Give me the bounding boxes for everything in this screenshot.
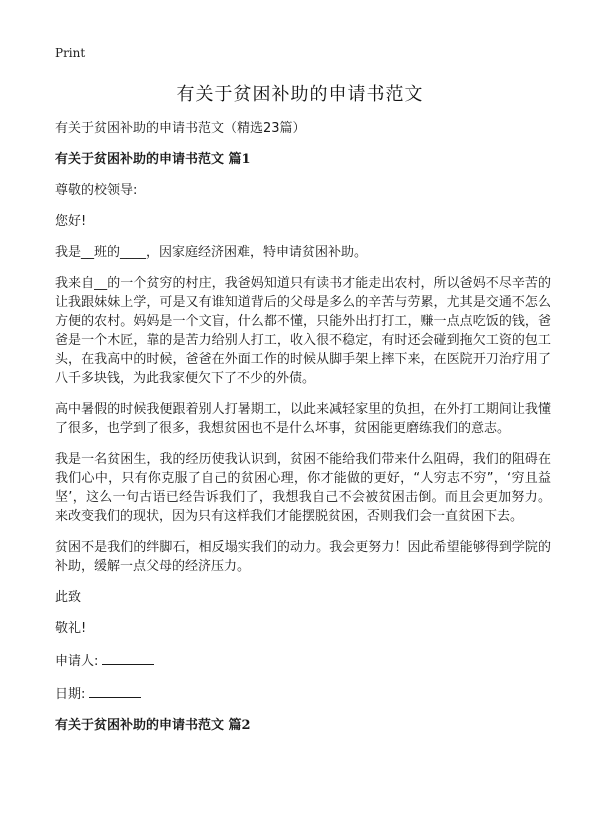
closing-line-1: 此致	[55, 590, 82, 605]
date-label: 日期:	[55, 687, 86, 702]
intro-paragraph: 我是__班的____，因家庭经济困难，特申请贫困补助。	[55, 245, 368, 260]
body-paragraph-2: 高中暑假的时候我便跟着别人打暑期工，以此来减轻家里的负担，在外打工期间让我懂了很多，也学到了很多，我想贫困也不是什么坏事，贫困能更磨练我们的意志。	[55, 402, 551, 436]
applicant-line	[55, 650, 551, 671]
closing-line-2: 敬礼!	[55, 621, 87, 636]
date-blank	[89, 683, 141, 698]
date-line	[55, 683, 551, 704]
section-heading-1: 有关于贫困补助的申请书范文 篇1	[55, 152, 251, 167]
document-subtitle: 有关于贫困补助的申请书范文（精选23篇）	[55, 121, 306, 136]
document-body	[55, 119, 551, 747]
page-title: 有关于贫困补助的申请书范文	[176, 84, 424, 105]
salutation: 尊敬的校领导:	[55, 183, 138, 198]
section-heading-2: 有关于贫困补助的申请书范文 篇2	[55, 718, 251, 733]
body-paragraph-1: 我来自__的一个贫穷的村庄，我爸妈知道只有读书才能走出农村，所以爸妈不尽辛苦的让我跟妹妹上学，可是又有谁知道背后的父母是多么的辛苦与劳累，尤其是交通不怎么方便的农村。妈妈是一个文盲，什么都不懂，只能外出打打工，赚一点点吃饭的钱，爸爸是一个木匠，靠的是苦力给别人打工，收入很不稳定，有时还会碰到拖欠工资的包工头，在我高中的时候，爸爸在外面工作的时候从脚手架上摔下来，在医院开刀治疗用了八千多块钱，为此我家便欠下了不少的外债。	[55, 276, 551, 386]
print-label: Print	[55, 46, 86, 60]
applicant-blank	[102, 650, 154, 665]
body-paragraph-4: 贫困不是我们的绊脚石，相反塌实我们的动力。我会更努力！因此希望能够得到学院的补助，缓解一点父母的经济压力。	[55, 540, 551, 574]
greeting: 您好!	[55, 214, 87, 229]
applicant-label: 申请人:	[55, 654, 99, 669]
body-paragraph-3: 我是一名贫困生，我的经历使我认识到，贫困不能给我们带来什么阻碍，我们的阻碍在我们心中，只有你克服了自己的贫困心理，你才能做的更好，“人穷志不穷”，‘穷且益坚’，这么一句古语已经告诉我们了，我想我自己不会被贫困击倒。而且会更加努力。来改变我们的现状，因为只有这样我们才能摆脱贫困，否则我们会一直贫困下去。	[55, 452, 551, 524]
